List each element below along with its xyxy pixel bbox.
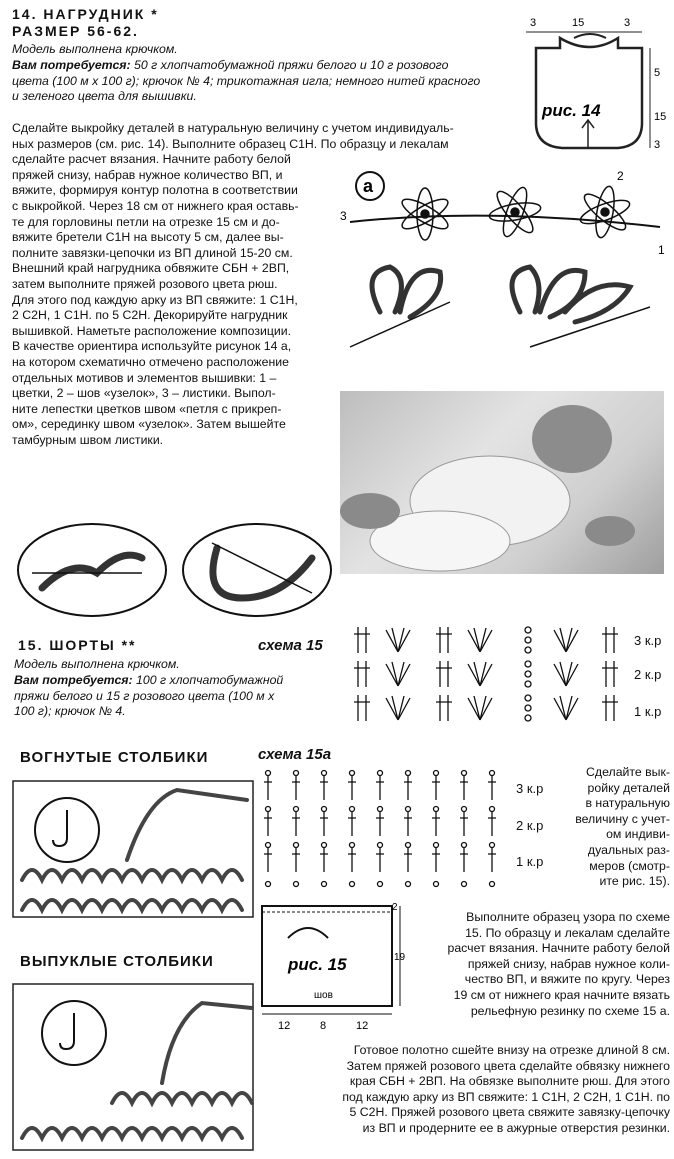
row-label: 2 к.р xyxy=(634,667,662,682)
text-line: ите рис. 15). xyxy=(599,874,670,889)
row-label: 2 к.р xyxy=(516,818,544,833)
schema-15-title: схема 15 xyxy=(258,637,323,654)
text-line: 19 см от нижнего края начните вязать xyxy=(453,987,670,1002)
needs-text: пряжи белого и 15 г розового цвета (100 м х xyxy=(14,688,275,703)
concave-posts-illustration xyxy=(12,780,255,920)
text-line: те для горловины петли на отрезке 15 см и до- xyxy=(12,214,280,229)
dim-label: 15 xyxy=(572,17,585,29)
section-14-needs xyxy=(12,58,517,105)
text-line: ните лепестки цветков швом «петля с прикреп- xyxy=(12,401,282,416)
text-line: края СБН + 2ВП. На обвязке выполните рюш. Для этого xyxy=(349,1074,670,1089)
text-line: Готовое полотно сшейте внизу на отрезке длиной 8 см. xyxy=(353,1043,670,1057)
callout-number: 3 xyxy=(340,209,347,223)
text-line: 15. По образцу и лекалам сделайте xyxy=(465,925,670,940)
figure-title: рис. 14 xyxy=(542,101,601,120)
needs-text: 50 г хлопчатобумажной пряжи белого и 10 г розового xyxy=(130,58,449,72)
text-line: ом индиви- xyxy=(606,827,670,842)
row-label: 1 к.р xyxy=(516,854,544,869)
dim-label: 3 xyxy=(530,17,537,29)
dim-label: 3 xyxy=(624,17,631,29)
dim-label: 2 xyxy=(392,902,398,913)
row-label: 3 к.р xyxy=(634,633,662,648)
text-line: 5 С2Н. Пряжей розового цвета свяжите завязку-цепочку xyxy=(349,1105,670,1120)
text-line: меров (смотр- xyxy=(589,858,670,873)
text-line: В качестве ориентира используйте рисунок 14 а, xyxy=(12,339,292,354)
needs-text: 100 г); крючок № 4. xyxy=(14,704,126,719)
text-line: на котором схематично отмечено расположение xyxy=(12,354,289,369)
text-line: пряжей снизу, набрав нужное количество ВП, и xyxy=(12,167,283,182)
text-line: Сделайте выкройку деталей в натуральную величину с учетом индивидуаль- xyxy=(12,121,454,135)
text-line: с выкройкой. Через 18 см от нижнего края оставь- xyxy=(12,198,299,213)
needs-text: 100 г хлопчатобумажной xyxy=(132,673,284,687)
needs-lead: Вам потребуется: xyxy=(12,58,131,72)
text-line: ом», серединку швом «узелок». Затем вышейте xyxy=(12,417,286,432)
needs-lead: Вам потребуется: xyxy=(14,673,133,687)
figure-14 xyxy=(522,8,670,158)
dim-label: 12 xyxy=(278,1020,291,1032)
seam-label: шов xyxy=(314,990,333,1001)
figure-14a xyxy=(340,162,670,372)
callout-number: 2 xyxy=(617,169,624,183)
text-line: тамбурным швом листики. xyxy=(12,432,164,447)
text-line: цветки, 2 – шов «узелок», 3 – листики. Выпол- xyxy=(12,386,276,401)
text-line: из ВП и продерните ее в ажурные отверстия резинки. xyxy=(362,1120,670,1135)
bib-outline xyxy=(536,38,642,148)
text-line: чество ВП, и вяжите по кругу. Через xyxy=(464,972,670,987)
text-line: Внешний край нагрудника обвяжите СБН + 2ВП, xyxy=(12,261,290,276)
needs-text: цвета (100 м х 100 г); крючок № 4; трикотажная игла; немного нитей красного xyxy=(12,73,481,88)
convex-posts-title: ВЫПУКЛЫЕ СТОЛБИКИ xyxy=(20,953,214,970)
concave-posts-title: ВОГНУТЫЕ СТОЛБИКИ xyxy=(20,749,209,766)
flower-motif xyxy=(398,185,632,240)
text-line: в натуральную xyxy=(585,796,670,811)
text-line: расчет вязания. Начните работу белой xyxy=(447,941,670,956)
text-line: Затем пряжей розового цвета сделайте обвязку нижнего xyxy=(346,1058,670,1073)
dim-label: 12 xyxy=(356,1020,369,1032)
figure-15 xyxy=(258,898,414,1036)
figure-title: рис. 15 xyxy=(288,955,347,974)
text-line: полните завязки-цепочки из ВП длиной 15-20 см. xyxy=(12,245,293,260)
dim-label: 3 xyxy=(654,139,661,151)
baby-photo xyxy=(340,391,664,574)
section-14-size: РАЗМЕР 56-62. xyxy=(12,23,139,39)
text-line: Выполните образец узора по схеме xyxy=(466,910,670,924)
dim-label: 15 xyxy=(654,111,667,123)
section-14-title: 14. НАГРУДНИК * xyxy=(12,6,159,22)
text-line: вышивкой. Наметьте расположение композиции. xyxy=(12,323,292,338)
text-line: ных размеров (см. рис. 14). Выполните образец С1Н. По образцу и лекалам xyxy=(12,136,449,151)
text-line: вяжите бретели С1Н на высоту 5 см, далее вы- xyxy=(12,230,284,245)
section-15-body-2 xyxy=(418,910,670,1019)
section-15-model: Модель выполнена крючком. xyxy=(14,657,180,671)
needle-icon xyxy=(530,307,650,347)
text-line: величину с учет- xyxy=(575,811,670,826)
schema-15-grid xyxy=(348,622,628,730)
section-15-side-text xyxy=(562,765,670,890)
convex-posts-illustration xyxy=(12,983,255,1153)
needle-icon xyxy=(212,543,312,593)
text-line: рельефную резинку по схеме 15 а. xyxy=(470,1003,670,1018)
dim-label: 8 xyxy=(320,1020,327,1032)
callout-number: 1 xyxy=(658,243,665,257)
section-14-model: Модель выполнена крючком. xyxy=(12,42,178,56)
text-line: 2 С2Н, 1 С1Н. по 5 С2Н. Декорируйте нагрудник xyxy=(12,308,288,323)
dim-label: 19 xyxy=(394,952,406,963)
figure-label: а xyxy=(363,176,374,196)
needs-text: и зеленого цвета для вышивки. xyxy=(12,89,197,104)
text-line: вяжите, формируя контур полотна в соответствии xyxy=(12,183,298,198)
text-line: затем выполните пряжей розового цвета рюш. xyxy=(12,276,278,291)
text-line: отдельных мотивов и элементов вышивки: 1 – xyxy=(12,370,277,385)
text-line: ройку деталей xyxy=(587,780,670,795)
text-line: пряжей снизу, набрав нужное коли- xyxy=(467,956,670,971)
text-line: Сделайте вык- xyxy=(586,765,670,779)
schema-15a-title: схема 15а xyxy=(258,746,332,763)
section-15-needs xyxy=(14,673,344,720)
schema-15a-grid xyxy=(262,768,512,890)
text-line: под каждую арку из ВП свяжите: 1 С1Н, 2 С2Н, 1 С1Н. по xyxy=(342,1089,670,1104)
text-line: сделайте расчет вязания. Начните работу белой xyxy=(12,152,291,167)
section-15-title: 15. ШОРТЫ ** xyxy=(18,637,137,653)
baby-photo-illustration xyxy=(340,391,664,574)
row-label: 3 к.р xyxy=(516,781,544,796)
section-15-body-3 xyxy=(282,1043,670,1137)
text-line: Для этого под каждую арку из ВП свяжите: 1 С1Н, xyxy=(12,292,298,307)
text-line: дуальных раз- xyxy=(587,842,670,857)
chain-stitch-illustrations xyxy=(12,518,332,623)
dim-label: 5 xyxy=(654,67,661,79)
stitch-detail xyxy=(372,267,630,322)
row-label: 1 к.р xyxy=(634,704,662,719)
